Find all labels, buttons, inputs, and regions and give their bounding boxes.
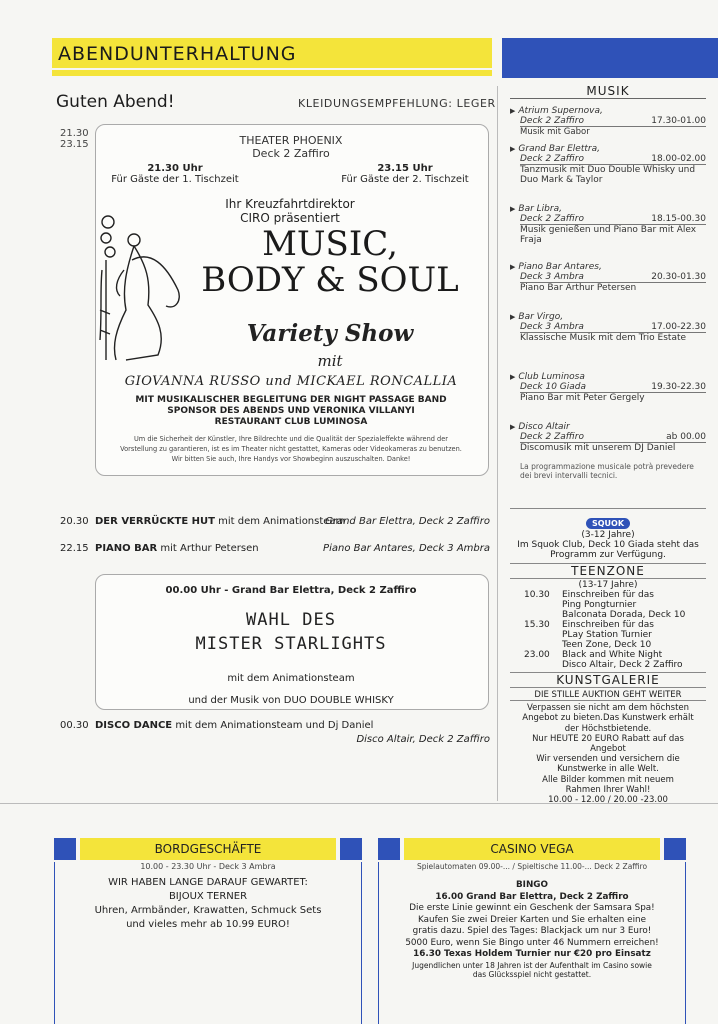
bord-line-2: BIJOUX TERNER xyxy=(168,891,248,902)
casino-right-line xyxy=(685,862,686,1024)
musik-time: 18.00-02.00 xyxy=(651,154,706,164)
musik-desc: Musik genießen und Piano Bar mit Alex Fraja xyxy=(520,225,697,245)
musik-item: ▶ Bar Libra, Deck 2 Zaffiro 18.15-00.30 Musik genießen und Piano Bar mit Alex Fraja xyxy=(510,204,706,245)
squok-age: (3-12 Jahre) xyxy=(581,530,635,540)
starlights-title-line-2: MISTER STARLIGHTS xyxy=(195,634,387,654)
musik-deck: Deck 2 Zaffiro xyxy=(520,116,584,126)
notice-line-1: Um die Sicherheit der Künstler, Ihre Bildrechte und die Qualität der Spezialeffekte während der xyxy=(133,435,449,443)
musik-venue: Bar Virgo, xyxy=(518,312,564,322)
disco-row xyxy=(60,720,490,731)
musik-venue: Bar Libra, xyxy=(518,204,562,214)
musik-time: 18.15-00.30 xyxy=(651,214,706,224)
teen-line: Einschreiben für das xyxy=(562,590,654,600)
casino-title: CASINO VEGA xyxy=(404,838,660,860)
kunst-line: Nur HEUTE 20 EURO Rabatt auf das xyxy=(532,733,684,744)
title-underline-bar xyxy=(52,70,492,76)
teen-line: Teen Zone, Deck 10 xyxy=(562,640,652,650)
band-line-3: RESTAURANT CLUB LUMINOSA xyxy=(214,417,368,427)
musik-desc: Klassische Musik mit dem Trio Estate xyxy=(520,333,687,343)
starlights-title xyxy=(95,608,487,656)
teen-line: Balconata Dorada, Deck 10 xyxy=(562,610,686,620)
kunst-body xyxy=(510,690,706,805)
casino-note-1: Jugendlichen unter 18 Jahren ist der Aufenthalt im Casino sowie xyxy=(412,960,652,970)
bord-right-line xyxy=(361,862,362,1024)
kunst-line: Alle Bilder kommen mit neuem xyxy=(542,774,674,785)
presenter-line-1: Ihr Kreuzfahrtdirektor xyxy=(225,197,355,211)
casino-line: Die erste Linie gewinnt ein Geschenk der Samsara Spa! xyxy=(409,903,655,913)
musik-desc: Piano Bar Arthur Petersen xyxy=(520,283,637,293)
kunst-line: Verpassen sie nicht am dem höchsten xyxy=(526,703,690,714)
kunst-line: Angebot zu bieten.Das Kunstwerk erhält xyxy=(522,713,694,724)
casino-line: 5000 Euro, wenn Sie Bingo unter 46 Nummern erreichen! xyxy=(405,937,659,948)
bord-title: BORDGESCHÄFTE xyxy=(80,838,336,860)
musik-desc: Tanzmusik mit Duo Double Whisky und Duo Mark & Taylor xyxy=(520,165,696,185)
musik-item: ▶ Club Luminosa Deck 10 Giada 19.30-22.30 Piano Bar mit Peter Gergely xyxy=(510,372,706,403)
row-title: PIANO BAR xyxy=(95,543,158,554)
squok-section xyxy=(510,508,706,560)
musik-time: ab 00.00 xyxy=(666,432,706,442)
band-line-2: SPONSOR DES ABENDS UND VERONIKA VILLANYI xyxy=(167,406,415,416)
row-place: Piano Bar Antares, Deck 3 Ambra xyxy=(323,543,490,554)
venue-deck: Deck 2 Zaffiro xyxy=(252,147,330,160)
musik-deck: Deck 10 Giada xyxy=(520,382,587,392)
teen-time: 15.30 xyxy=(524,620,550,630)
teen-line: Ping Pongturnier xyxy=(562,600,637,610)
casino-bingo: BINGO xyxy=(515,880,549,890)
show-times xyxy=(60,128,89,150)
teenzone-item xyxy=(524,650,704,670)
venue xyxy=(95,134,487,160)
kunst-head: DIE STILLE AUKTION GEHT WEITER xyxy=(510,690,706,701)
musik-time: 19.30-22.30 xyxy=(651,382,706,392)
bord-body xyxy=(60,876,356,932)
performers: GIOVANNA RUSSO und MICKAEL RONCALLIA xyxy=(124,374,458,389)
musik-item: ▶ Piano Bar Antares, Deck 3 Ambra 20.30-01.30 Piano Bar Arthur Petersen xyxy=(510,262,706,293)
show-time-1: 21.30 xyxy=(60,128,89,139)
show-title-line-1: MUSIC, xyxy=(262,224,398,264)
musik-time: 20.30-01.30 xyxy=(651,272,706,282)
kunst-line: Wir versenden und versichern die xyxy=(536,754,680,765)
bord-line-1: WIR HABEN LANGE DARAUF GEWARTET: xyxy=(108,877,308,888)
bord-left-line xyxy=(54,862,55,1024)
bord-line-3: Uhren, Armbänder, Krawatten, Schmuck Sets xyxy=(94,905,322,916)
musik-item: ▶ Grand Bar Elettra, Deck 2 Zaffiro 18.00-02.00 Tanzmusik mit Duo Double Whisky und Duo Mark & Taylor xyxy=(510,144,706,185)
show-subtitle: Variety Show xyxy=(246,320,414,347)
row-time: 20.30 xyxy=(60,516,89,527)
row-place: Grand Bar Elettra, Deck 2 Zaffiro xyxy=(325,516,490,527)
squok-text-1: Im Squok Club, Deck 10 Giada steht das xyxy=(517,540,699,550)
musik-desc: Piano Bar mit Peter Gergely xyxy=(520,393,645,403)
disco-time: 00.30 xyxy=(60,720,89,731)
teen-time: 10.30 xyxy=(524,590,550,600)
dress-code: KLEIDUNGSEMPFEHLUNG: LEGER xyxy=(298,97,496,110)
slot-1-time: 21.30 Uhr xyxy=(147,163,203,174)
presenter xyxy=(190,197,390,225)
row-desc: mit dem Animationsteam xyxy=(218,516,346,527)
casino-bingo-time: 16.00 Grand Bar Elettra, Deck 2 Zaffiro xyxy=(435,891,629,902)
starlights-title-line-1: WAHL DES xyxy=(246,610,336,630)
bord-right-square xyxy=(340,838,362,860)
squok-text-2: Programm zur Verfügung. xyxy=(550,550,666,560)
slot-2-time: 23.15 Uhr xyxy=(377,163,433,174)
slot-2 xyxy=(330,163,480,185)
kunst-line: der Höchstbietende. xyxy=(564,723,652,734)
disco-title: DISCO DANCE xyxy=(95,720,173,731)
musik-desc: Musik mit Gabor xyxy=(520,127,590,137)
kunst-line: Angebot xyxy=(590,744,626,755)
notice-line-3: Wir bitten Sie auch, Ihre Handys vor Showbeginn auszuschalten. Danke! xyxy=(171,455,411,463)
greeting: Guten Abend! xyxy=(56,92,175,112)
musik-time: 17.00-22.30 xyxy=(651,322,706,332)
presenter-line-2: CIRO präsentiert xyxy=(240,211,340,225)
right-header-bar xyxy=(502,38,718,78)
casino-holdem: 16.30 Texas Holdem Turnier nur €20 pro Einsatz xyxy=(413,949,651,959)
kunst-line: Rahmen Ihrer Wahl! xyxy=(565,784,651,795)
kunst-times: 10.00 - 12.00 / 20.00 -23.00 xyxy=(548,795,668,806)
casino-left-line xyxy=(378,862,379,1024)
musik-deck: Deck 3 Ambra xyxy=(520,272,584,282)
musik-deck: Deck 3 Ambra xyxy=(520,322,584,332)
slot-2-label: Für Gäste der 2. Tischzeit xyxy=(341,174,469,185)
bord-left-square xyxy=(54,838,76,860)
teen-line: Black and White Night xyxy=(562,650,663,660)
casino-left-square xyxy=(378,838,400,860)
casino-line: gratis dazu. Spiel des Tages: Blackjack um nur 3 Euro! xyxy=(412,926,652,936)
musik-time: 17.30-01.00 xyxy=(651,116,706,126)
camera-notice xyxy=(100,434,482,464)
musik-item: ▶ Atrium Supernova, Deck 2 Zaffiro 17.30-01.00 Musik mit Gabor xyxy=(510,106,706,137)
musik-title: MUSIK xyxy=(510,84,706,99)
teenzone-list xyxy=(524,590,704,670)
starlights-info xyxy=(95,668,487,712)
teen-time: 23.00 xyxy=(524,650,550,660)
venue-name: THEATER PHOENIX xyxy=(239,134,343,147)
slot-1-label: Für Gäste der 1. Tischzeit xyxy=(111,174,239,185)
teenzone-item xyxy=(524,620,704,650)
musik-venue: Grand Bar Elettra, xyxy=(518,144,600,154)
column-divider xyxy=(497,86,498,801)
kunst-title: KUNSTGALERIE xyxy=(510,672,706,688)
bord-line-4: und vieles mehr ab 10.99 EURO! xyxy=(126,919,290,930)
starlights-line-2: und der Musik von DUO DOUBLE WHISKY xyxy=(188,695,394,706)
disco-place: Disco Altair, Deck 2 Zaffiro xyxy=(356,734,490,745)
casino-body xyxy=(382,880,682,979)
band-line-1: MIT MUSIKALISCHER BEGLEITUNG DER NIGHT PASSAGE BAND xyxy=(135,395,447,405)
schedule-row xyxy=(60,516,490,527)
musik-deck: Deck 2 Zaffiro xyxy=(520,154,584,164)
teenzone-title: TEENZONE xyxy=(510,563,706,579)
teenzone-age: (13-17 Jahre) xyxy=(578,580,638,590)
casino-hours: Spielautomaten 09.00-... / Spieltische 11.00-... Deck 2 Zaffiro xyxy=(416,862,648,871)
row-time: 22.15 xyxy=(60,543,89,554)
row-title: DER VERRÜCKTE HUT xyxy=(95,516,215,527)
casino-note-2: das Glücksspiel nicht gestattet. xyxy=(472,969,592,979)
disco-desc: mit dem Animationsteam und Dj Daniel xyxy=(175,720,374,731)
band-info xyxy=(95,395,487,428)
musik-desc: Discomusik mit unserem DJ Daniel xyxy=(520,443,676,453)
musik-deck: Deck 2 Zaffiro xyxy=(520,432,584,442)
schedule-row xyxy=(60,543,490,554)
musik-deck: Deck 2 Zaffiro xyxy=(520,214,584,224)
casino-right-square xyxy=(664,838,686,860)
starlights-line-1: mit dem Animationsteam xyxy=(227,673,355,684)
kunst-line: Kunstwerke in alle Welt. xyxy=(557,764,659,775)
musik-list xyxy=(510,106,706,480)
show-title xyxy=(180,226,480,298)
teen-line: Disco Altair, Deck 2 Zaffiro xyxy=(562,660,683,670)
dancer-illustration xyxy=(96,210,186,370)
teen-line: Einschreiben für das xyxy=(562,620,654,630)
musik-item: ▶ Disco Altair Deck 2 Zaffiro ab 00.00 Discomusik mit unserem DJ Daniel xyxy=(510,422,706,453)
squok-logo: SQUOK xyxy=(586,518,630,529)
musik-venue: Disco Altair xyxy=(518,422,570,432)
notice-line-2: Vorstellung zu garantieren, ist es im Theater nicht gestattet, Kameras oder Videokameras zu benutzen. xyxy=(120,445,462,453)
teen-line: PLay Station Turnier xyxy=(562,630,652,640)
section-title: ABENDUNTERHALTUNG xyxy=(52,38,492,68)
show-time-2: 23.15 xyxy=(60,139,89,150)
row-desc: mit Arthur Petersen xyxy=(160,543,259,554)
musik-note: La programmazione musicale potrà prevedere dei brevi intervalli tecnici. xyxy=(520,462,694,480)
show-with: mit xyxy=(317,352,343,370)
musik-venue: Piano Bar Antares, xyxy=(518,262,602,272)
starlights-head: 00.00 Uhr - Grand Bar Elettra, Deck 2 Zaffiro xyxy=(165,585,417,596)
casino-line: Kaufen Sie zwei Dreier Karten und Sie erhalten eine xyxy=(417,914,647,925)
musik-venue: Atrium Supernova, xyxy=(518,106,603,116)
slot-1 xyxy=(100,163,250,185)
musik-venue: Club Luminosa xyxy=(518,372,585,382)
teenzone-item xyxy=(524,590,704,620)
show-title-line-2: BODY & SOUL xyxy=(201,260,459,300)
bord-hours: 10.00 - 23.30 Uhr - Deck 3 Ambra xyxy=(140,862,276,871)
musik-item: ▶ Bar Virgo, Deck 3 Ambra 17.00-22.30 Klassische Musik mit dem Trio Estate xyxy=(510,312,706,343)
